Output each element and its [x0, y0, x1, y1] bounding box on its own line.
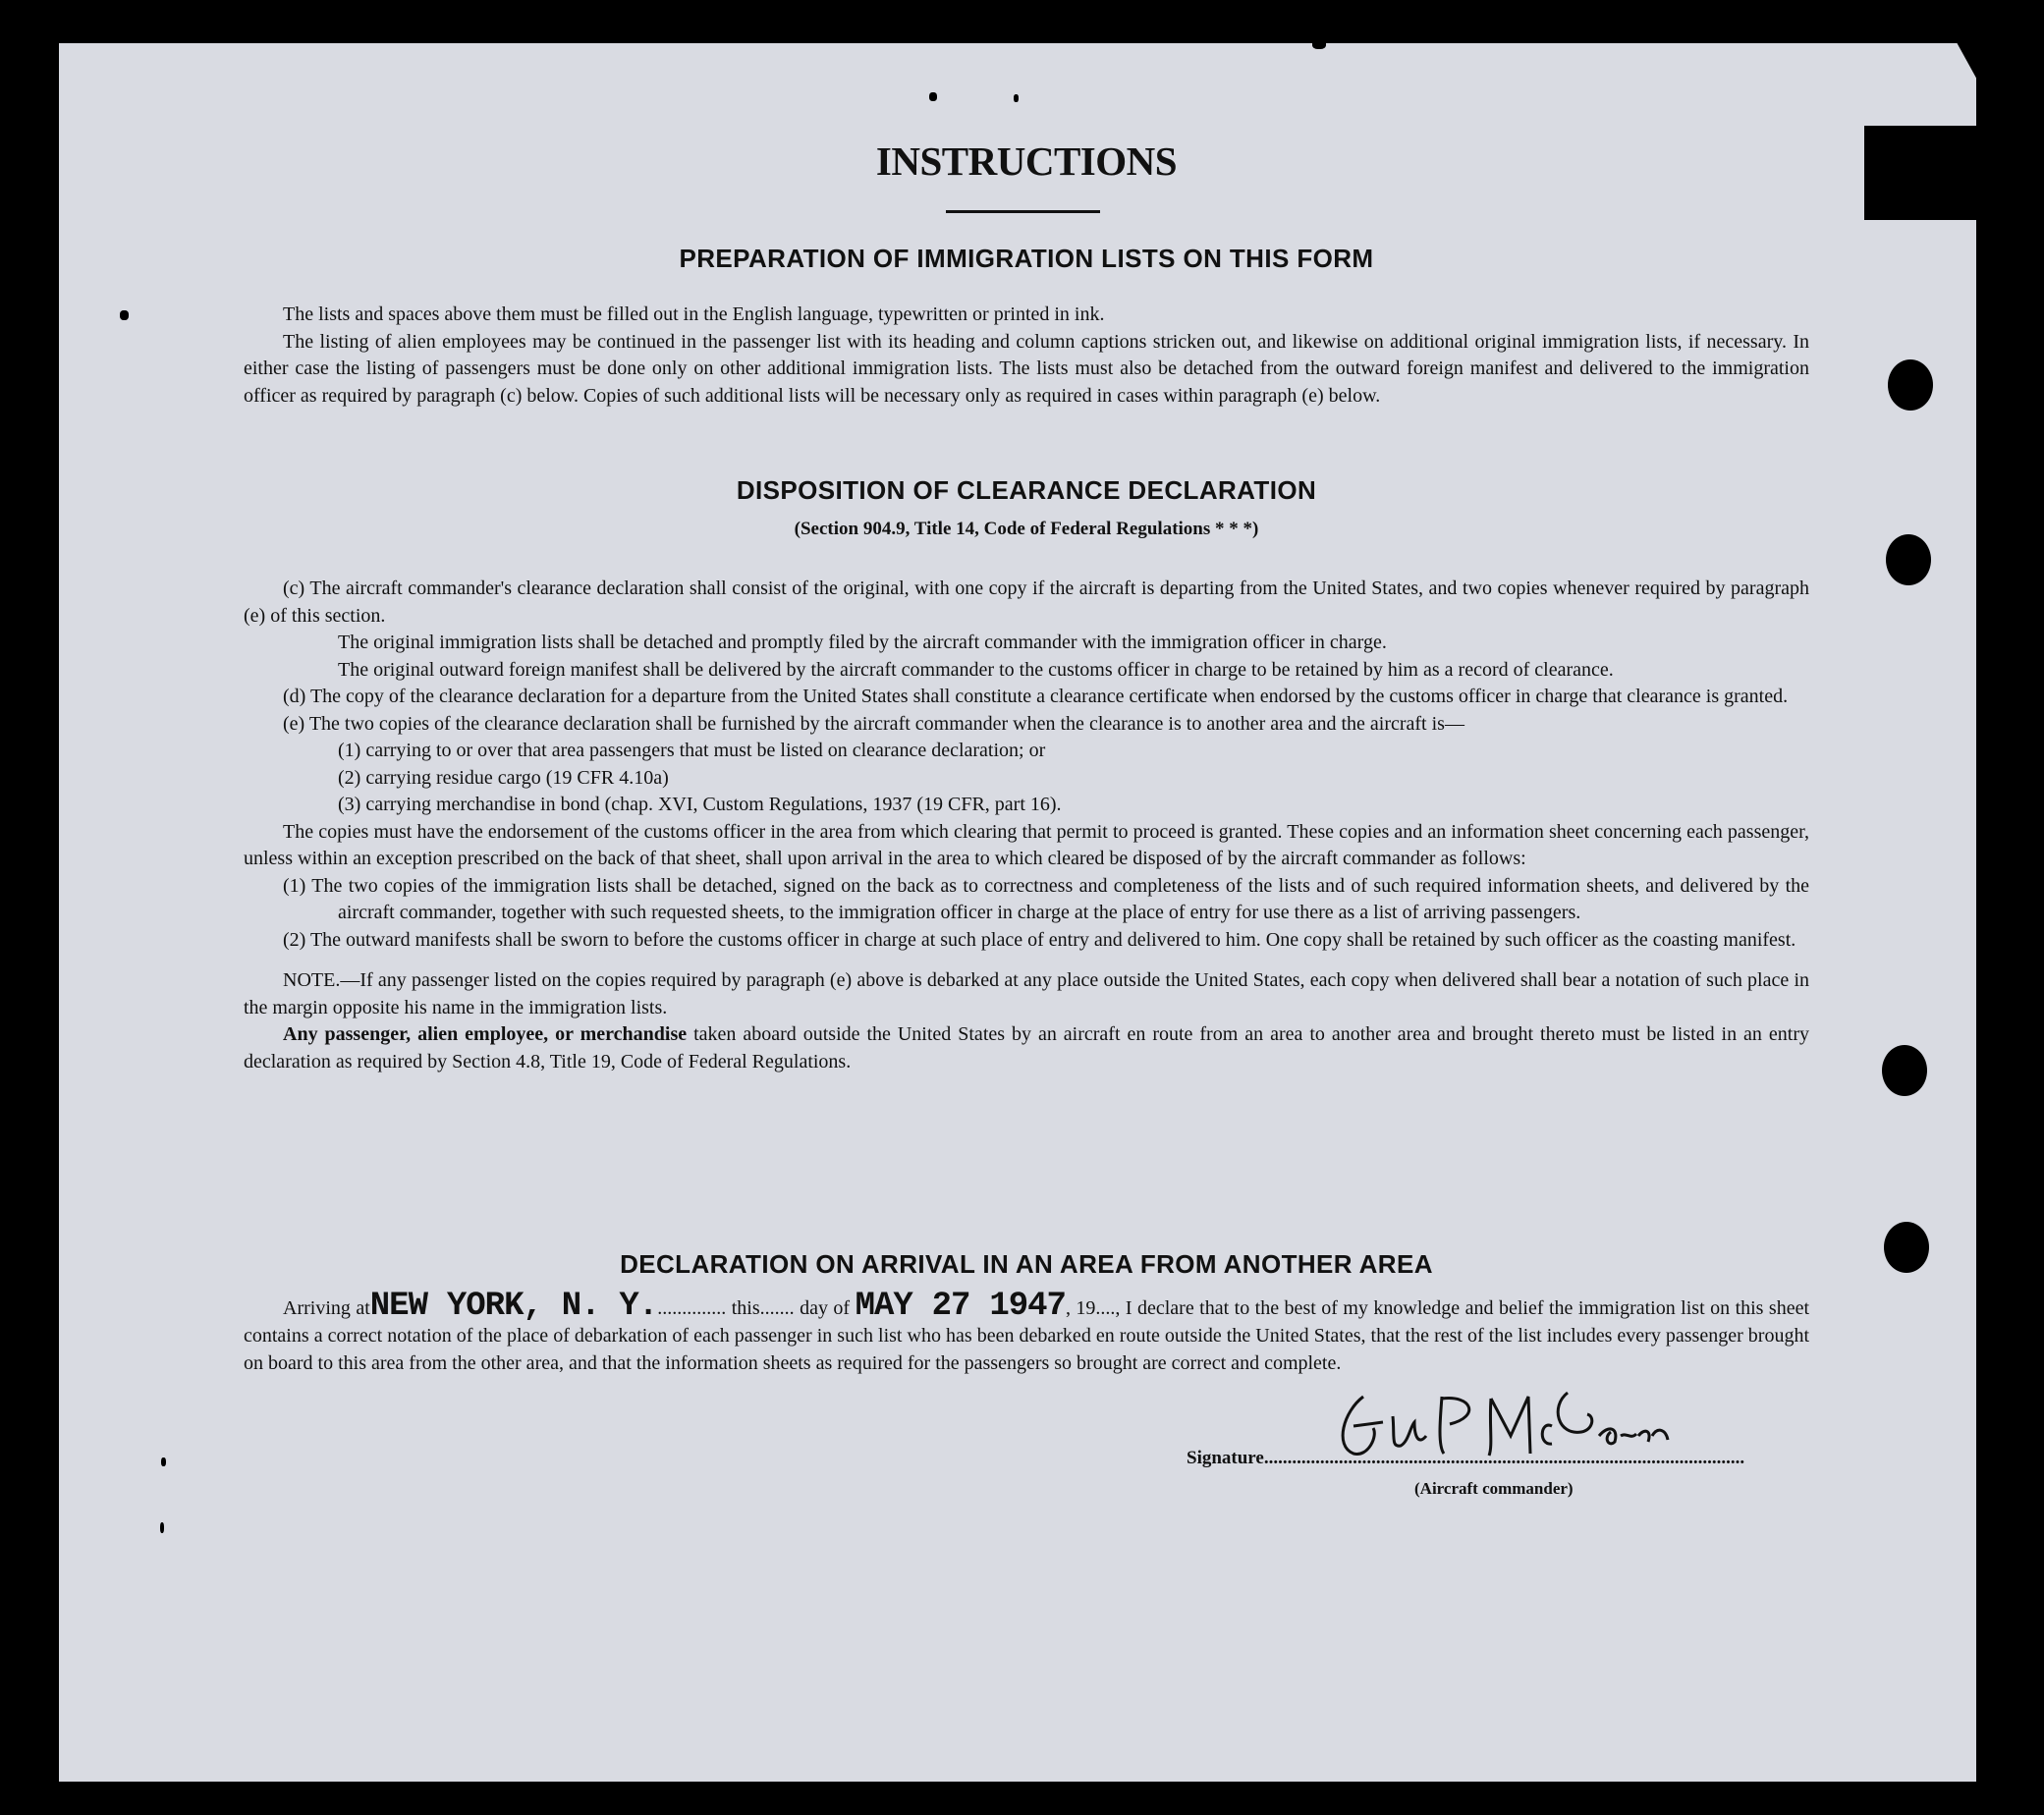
- declaration-body: [244, 1288, 1810, 1377]
- preparation-paragraph-1: The lists and spaces above them must be filled out in the English language, typewritten or printed in ink.: [283, 303, 1105, 325]
- punch-hole: [1886, 534, 1931, 585]
- preparation-heading: PREPARATION OF IMMIGRATION LISTS ON THIS FORM: [679, 244, 1374, 273]
- declaration-text: , I declare that to the best of my knowledge and belief the immigration list on this sheet contains a correct notation of the place of debarkation of each passenger in such list who has been debarked en route outside the United States, that the rest of the list includes every passenger brought on board to this area from the other area, and that the information sheets as required for the passengers so brought are correct and complete.: [244, 1297, 1810, 1374]
- declaration-heading: DECLARATION ON ARRIVAL IN AN AREA FROM ANOTHER AREA: [620, 1249, 1433, 1279]
- preparation-body: [244, 302, 1809, 410]
- preparation-paragraph-2: The listing of alien employees may be continued in the passenger list with its heading and column captions stricken out, and likewise on additional original immigration lists, if necessary. In either case the listing of passengers must be done only on other additional immigration lists. The lists must also be detached from the outward foreign manifest and delivered to the immigration officer as required by paragraph (c) below. Copies of such additional lists will be necessary only as required in cases within paragraph (e) below.: [244, 330, 1809, 407]
- any-passenger-lead: Any passenger, alien employee, or merchandise: [283, 1023, 688, 1045]
- paragraph-e: (e) The two copies of the clearance declaration shall be furnished by the aircraft commander when the clearance is to another area and the aircraft is—: [283, 712, 1464, 735]
- disposition-heading: DISPOSITION OF CLEARANCE DECLARATION: [736, 475, 1317, 505]
- page-title: INSTRUCTIONS: [875, 138, 1178, 184]
- arrival-place: NEW YORK, N. Y.: [369, 1288, 658, 1325]
- paragraph-numbered-2: (2) The outward manifests shall be sworn to before the customs officer in charge at such place of entry and delivered to him. One copy shall be retained by such officer as the coasting manifest.: [283, 928, 1796, 951]
- this-label: this: [731, 1297, 760, 1319]
- arrival-date: MAY 27 1947: [855, 1288, 1066, 1325]
- signature-caption: (Aircraft commander): [1414, 1479, 1574, 1498]
- signature-label: Signature: [1187, 1448, 1264, 1468]
- paragraph-c: (c) The aircraft commander's clearance declaration shall consist of the original, with one copy if the aircraft is departing from the United States, and two copies whenever required by paragraph (e) of this section.: [244, 578, 1809, 627]
- any-passenger-paragraph: [244, 1021, 1809, 1075]
- punch-hole: [1884, 1222, 1929, 1273]
- speck: [160, 1522, 164, 1533]
- speck: [161, 1458, 166, 1466]
- punch-hole: [1882, 1045, 1927, 1096]
- paragraph-c-1: The original immigration lists shall be detached and promptly filed by the aircraft commander with the immigration officer in charge.: [338, 632, 1387, 653]
- paragraph-d: (d) The copy of the clearance declaration for a departure from the United States shall constitute a clearance certificate when endorsed by the customs officer in charge that clearance is granted.: [283, 686, 1789, 707]
- punch-hole: [1888, 359, 1933, 411]
- paragraph-e-1: (1) carrying to or over that area passengers that must be listed on clearance declaration; or: [338, 740, 1046, 761]
- speck: [120, 310, 129, 320]
- disposition-subheading: (Section 904.9, Title 14, Code of Federal Regulations * * *): [794, 519, 1259, 539]
- day-of-label: day of: [800, 1297, 851, 1319]
- any-passenger-rest: taken aboard outside the United States by an aircraft en route from an area to another area and brought thereto must be listed in an entry declaration as required by Section 4.8, Title 19, Code of Federal Regulations.: [244, 1023, 1809, 1072]
- paragraph-c-2: The original outward foreign manifest shall be delivered by the aircraft commander to the customs officer in charge to be retained by him as a record of clearance.: [338, 658, 1614, 681]
- declaration-paragraph: Arriving atNEW YORK, N. Y............... this....... day of MAY 27 1947, 19...., I declare that to the best of my knowledge and belief the immigration list on this sheet contains a correct notation of the place of debarkation of each passenger in such list who has been debarked en route outside the United States, that the rest of the list includes every passenger brought on board to this area from the other area, and that the information sheets as required for the passengers so brought are correct and complete.: [244, 1288, 1810, 1374]
- speck: [1014, 94, 1019, 102]
- paragraph-numbered-1: (1) The two copies of the immigration lists shall be detached, signed on the back as to correctness and completeness of the lists and of such required information sheets, and delivered by the aircraft commander, together with such requested sheets, to the immigration officer in charge at the place of entry for use there as a list of arriving passengers.: [283, 874, 1809, 923]
- note-paragraph: NOTE.—If any passenger listed on the copies required by paragraph (e) above is debarked at any place outside the United States, each copy when delivered shall bear a notation of such place in the margin opposite his name in the immigration lists.: [244, 969, 1809, 1018]
- signature-block: [1187, 1377, 1815, 1534]
- speck: [929, 92, 937, 101]
- title-rule: [946, 210, 1100, 213]
- paragraph-e-2: (2) carrying residue cargo (19 CFR 4.10a): [338, 766, 669, 789]
- speck: [1312, 39, 1326, 49]
- signature-line: Signature.......................................................................................................: [1187, 1448, 1745, 1468]
- paragraph-copies: The copies must have the endorsement of the customs officer in the area from which clearing that permit to proceed is granted. These copies and an information sheet concerning each passenger, unless within an exception prescribed on the back of that sheet, shall upon arrival in the area to which cleared be disposed of by the aircraft commander as follows:: [244, 820, 1809, 869]
- arriving-at-label: Arriving at: [283, 1297, 370, 1319]
- year-prefix: , 19: [1065, 1297, 1096, 1319]
- disposition-body: [244, 576, 1809, 1075]
- paragraph-e-3: (3) carrying merchandise in bond (chap. XVI, Custom Regulations, 1937 (19 CFR, part 16).: [338, 794, 1062, 815]
- torn-corner: [1864, 126, 1982, 220]
